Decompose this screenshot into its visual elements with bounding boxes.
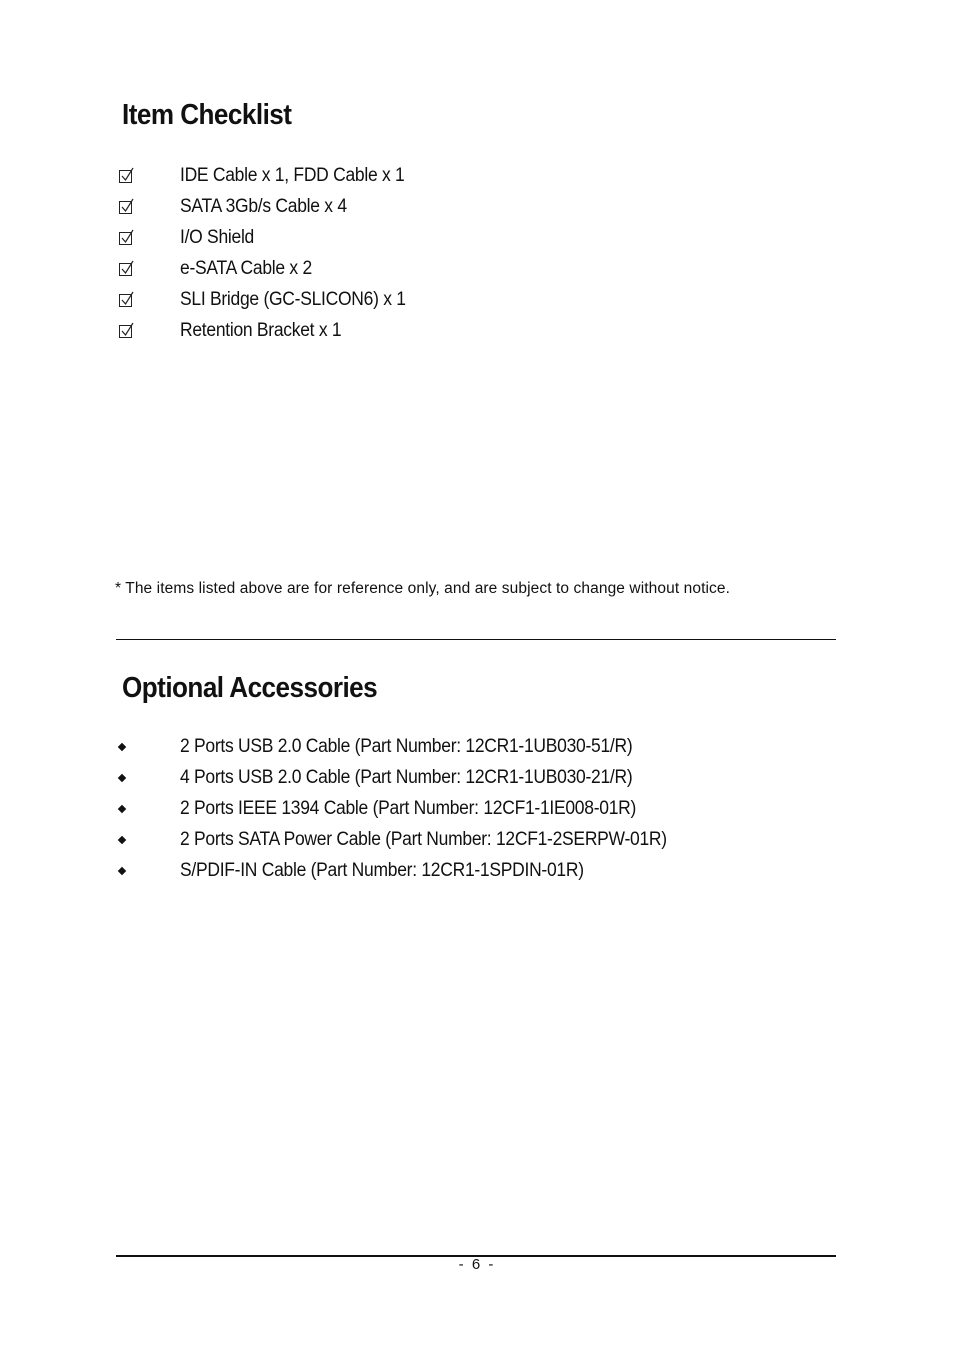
diamond-bullet-icon [118, 743, 126, 751]
checkbox-checked-icon [119, 170, 132, 183]
list-item [0, 257, 954, 288]
checkbox-checked-icon [119, 201, 132, 214]
list-item-label: I/O Shield [180, 227, 255, 248]
diamond-bullet-icon [118, 867, 126, 875]
list-item [0, 288, 954, 319]
item-checklist-list [0, 164, 954, 350]
list-item-label: Retention Bracket x 1 [180, 320, 342, 341]
list-item-label: e-SATA Cable x 2 [180, 258, 312, 279]
checkbox-checked-icon [119, 325, 132, 338]
list-item [0, 226, 954, 257]
list-item [0, 828, 954, 859]
list-item [0, 735, 954, 766]
list-item-label: SLI Bridge (GC-SLICON6) x 1 [180, 289, 406, 310]
list-item-label: 4 Ports USB 2.0 Cable (Part Number: 12CR1-1UB030-21/R) [180, 767, 633, 788]
list-item-label: S/PDIF-IN Cable (Part Number: 12CR1-1SPDIN-01R) [180, 860, 584, 881]
list-item [0, 195, 954, 226]
checkbox-checked-icon [119, 263, 132, 276]
diamond-bullet-icon [118, 774, 126, 782]
list-item-label: 2 Ports USB 2.0 Cable (Part Number: 12CR1-1UB030-51/R) [180, 736, 633, 757]
reference-note: * The items listed above are for reference only, and are subject to change without notice. [115, 580, 730, 597]
list-item-label: IDE Cable x 1, FDD Cable x 1 [180, 165, 405, 186]
item-checklist-title: Item Checklist [122, 99, 292, 131]
list-item [0, 797, 954, 828]
diamond-bullet-icon [118, 805, 126, 813]
list-item [0, 766, 954, 797]
optional-accessories-title: Optional Accessories [122, 672, 378, 704]
list-item [0, 319, 954, 350]
list-item-label: 2 Ports IEEE 1394 Cable (Part Number: 12CF1-1IE008-01R) [180, 798, 637, 819]
checkbox-checked-icon [119, 294, 132, 307]
page-number: - 6 - [458, 1256, 496, 1273]
list-item-label: 2 Ports SATA Power Cable (Part Number: 12CF1-2SERPW-01R) [180, 829, 667, 850]
checkbox-checked-icon [119, 232, 132, 245]
section-divider [116, 639, 836, 640]
list-item [0, 859, 954, 890]
list-item [0, 164, 954, 195]
list-item-label: SATA 3Gb/s Cable x 4 [180, 196, 347, 217]
diamond-bullet-icon [118, 836, 126, 844]
optional-accessories-list [0, 735, 954, 890]
